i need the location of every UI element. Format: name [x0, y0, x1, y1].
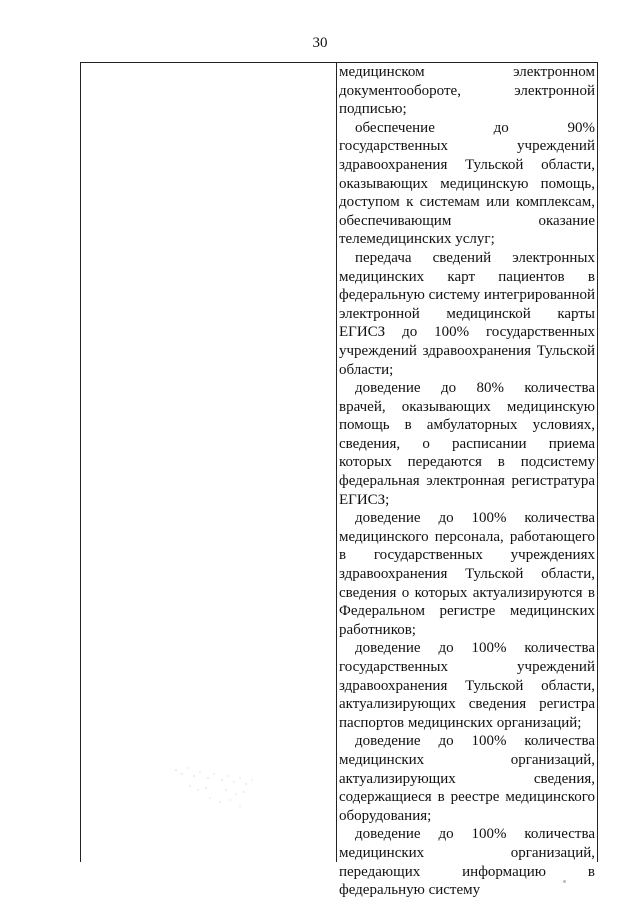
page-number: 30	[312, 35, 328, 51]
paragraph-2: обеспечение до 90% государственных учреждений здравоохранения Тульской области, оказывающих медицинскую помощь, доступом к системам или комплексам, обеспечивающим оказание телемедицинских услуг;	[339, 119, 595, 248]
table-right-cell	[339, 63, 597, 900]
paragraph-8: доведение до 100% количества медицинских организаций, передающих информацию в федеральную систему	[339, 826, 595, 899]
scan-smudge	[170, 762, 280, 812]
paragraph-7: доведение до 100% количества медицинских организаций, актуализирующих сведения, содержащиеся в реестре медицинского оборудования;	[339, 733, 595, 824]
paragraph-3: передача сведений электронных медицинских карт пациентов в федеральную систему интегрированной электронной медицинской карты ЕГИСЗ до 100% государственных учреждений здравоохранения Тульской области;	[339, 249, 595, 378]
paragraph-6: доведение до 100% количества государственных учреждений здравоохранения Тульской области, актуализирующих сведения регистра паспортов медицинских организаций;	[339, 640, 595, 731]
table-left-cell	[81, 63, 336, 862]
paragraph-list	[339, 63, 595, 900]
table-column-divider	[336, 63, 337, 862]
paragraph-1: медицинском электронном документообороте, электронной подписью;	[339, 64, 595, 118]
paragraph-5: доведение до 100% количества медицинского персонала, работающего в государственных учреждениях здравоохранения Тульской области, сведения о которых актуализируются в Федеральном регистре медицинских работников;	[339, 510, 595, 638]
document-table	[80, 62, 598, 899]
scan-speck	[563, 880, 566, 883]
paragraph-4: доведение до 80% количества врачей, оказывающих медицинскую помощь в амбулаторных условиях, сведения, о расписании приема которых передаются в подсистему федеральная электронная регистратура ЕГИСЗ;	[339, 380, 595, 508]
